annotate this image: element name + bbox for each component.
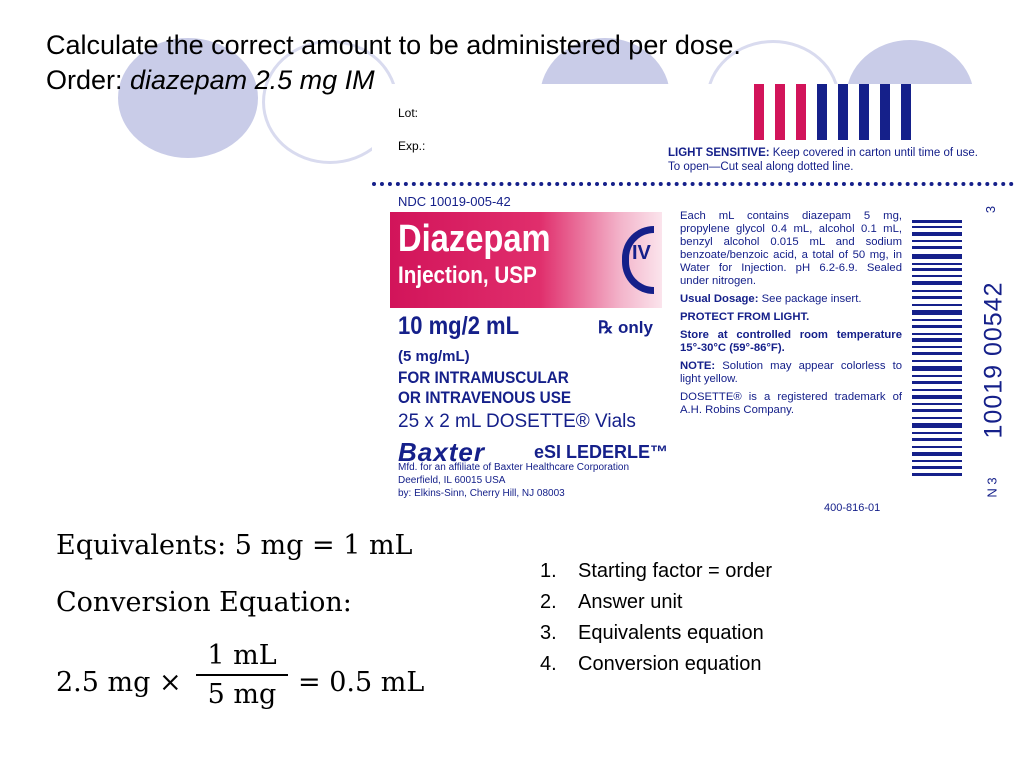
route-line-1: FOR INTRAMUSCULAR [398, 368, 569, 387]
package-size: 25 x 2 mL DOSETTE® Vials [398, 411, 636, 432]
note-bold: NOTE: [680, 360, 716, 372]
fraction-bar [196, 674, 288, 676]
color-bars [754, 84, 916, 140]
list-item [540, 649, 772, 680]
manufacturer-line-3: by: Elkins-Sinn, Cherry Hill, NJ 08003 [398, 488, 565, 499]
list-item [540, 587, 772, 618]
perforation-line [372, 182, 1014, 186]
lot-field: Lot: [398, 106, 419, 120]
composition: Each mL contains diazepam 5 mg, propylene glycol 0.4 mL, alcohol 0.1 mL, benzyl alcohol 0.015 mL and sodium benzoate/benzoic acid, a total of 50 mg, in Water for Injection. pH 6.2-6.9. Sealed under nitrogen. [680, 210, 902, 287]
equation-rhs: = 0.5 mL [298, 667, 425, 698]
manufacturer-line-1: Mfd. for an affiliate of Baxter Healthcare Corporation [398, 462, 630, 473]
label-code: 400-816-01 [824, 502, 881, 514]
step-text: Equivalents equation [578, 622, 764, 644]
light-sensitive-bold: LIGHT SENSITIVE: [668, 147, 770, 159]
usual-dosage [680, 293, 902, 306]
route-line-2: OR INTRAVENOUS USE [398, 388, 572, 407]
storage [680, 329, 902, 355]
equivalents-line: Equivalents: 5 mg = 1 mL [56, 530, 413, 561]
slide-title [46, 28, 741, 98]
step-text: Conversion equation [578, 653, 762, 675]
open-instruction: To open—Cut seal along dotted line. [668, 161, 854, 173]
step-number: 2. [540, 591, 557, 613]
lederle-logo: еSI LEDERLE™ [534, 442, 669, 462]
step-text: Answer unit [578, 591, 683, 613]
usual-dosage-bold: Usual Dosage: [680, 293, 759, 305]
manufacturer-line-2: Deerfield, IL 60015 USA [398, 475, 506, 486]
drug-name: Diazepam [398, 218, 551, 260]
concentration: (5 mg/mL) [398, 348, 470, 365]
step-number: 1. [540, 560, 557, 582]
barcode [912, 220, 964, 476]
list-item [540, 618, 772, 649]
step-number: 4. [540, 653, 557, 675]
step-text: Starting factor = order [578, 560, 772, 582]
usual-dosage-text: See package insert. [758, 293, 862, 305]
conversion-label: Conversion Equation: [56, 587, 352, 618]
barcode-number: 10019 00542 [979, 281, 1008, 439]
light-sensitive-text: Keep covered in carton until time of use. [769, 147, 978, 159]
light-warning [668, 146, 978, 174]
label-description [680, 210, 902, 422]
steps-list [540, 556, 772, 680]
drug-form: Injection, USP [398, 262, 537, 289]
rx-only: ℞ only [598, 318, 653, 337]
title-line: Calculate the correct amount to be administered per dose. [46, 30, 741, 60]
step-number: 3. [540, 622, 557, 644]
equation-lhs: 2.5 mg × [56, 667, 182, 698]
fraction-numerator: 1 mL [207, 640, 277, 671]
protect-light-text: PROTECT FROM LIGHT. [680, 311, 810, 323]
protect-light [680, 311, 902, 324]
note [680, 360, 902, 386]
fraction [196, 640, 288, 710]
barcode-top-digit: 3 [983, 205, 999, 214]
note-text: Solution may appear colorless to light yellow. [680, 360, 902, 385]
list-item [540, 556, 772, 587]
trademark: DOSETTE® is a registered trademark of A.H. Robins Company. [680, 391, 902, 416]
barcode-digits [980, 194, 1010, 514]
schedule-number: IV [632, 242, 651, 264]
ndc-number: NDC 10019-005-42 [398, 194, 511, 209]
order-prefix: Order: [46, 65, 131, 95]
exp-field: Exp.: [398, 139, 426, 153]
drug-name-banner [390, 212, 662, 308]
strength: 10 mg/2 mL [398, 312, 520, 340]
barcode-bottom-digit: N 3 [984, 477, 1000, 498]
drug-label-image [372, 84, 1014, 514]
order-line [46, 63, 741, 98]
baxter-logo: Baxter [398, 437, 485, 467]
fraction-denominator: 5 mg [207, 679, 277, 710]
storage-text: Store at controlled room temperature 15°-30°C (59°-86°F). [680, 329, 902, 354]
order-drug: diazepam 2.5 mg IM [130, 65, 375, 95]
